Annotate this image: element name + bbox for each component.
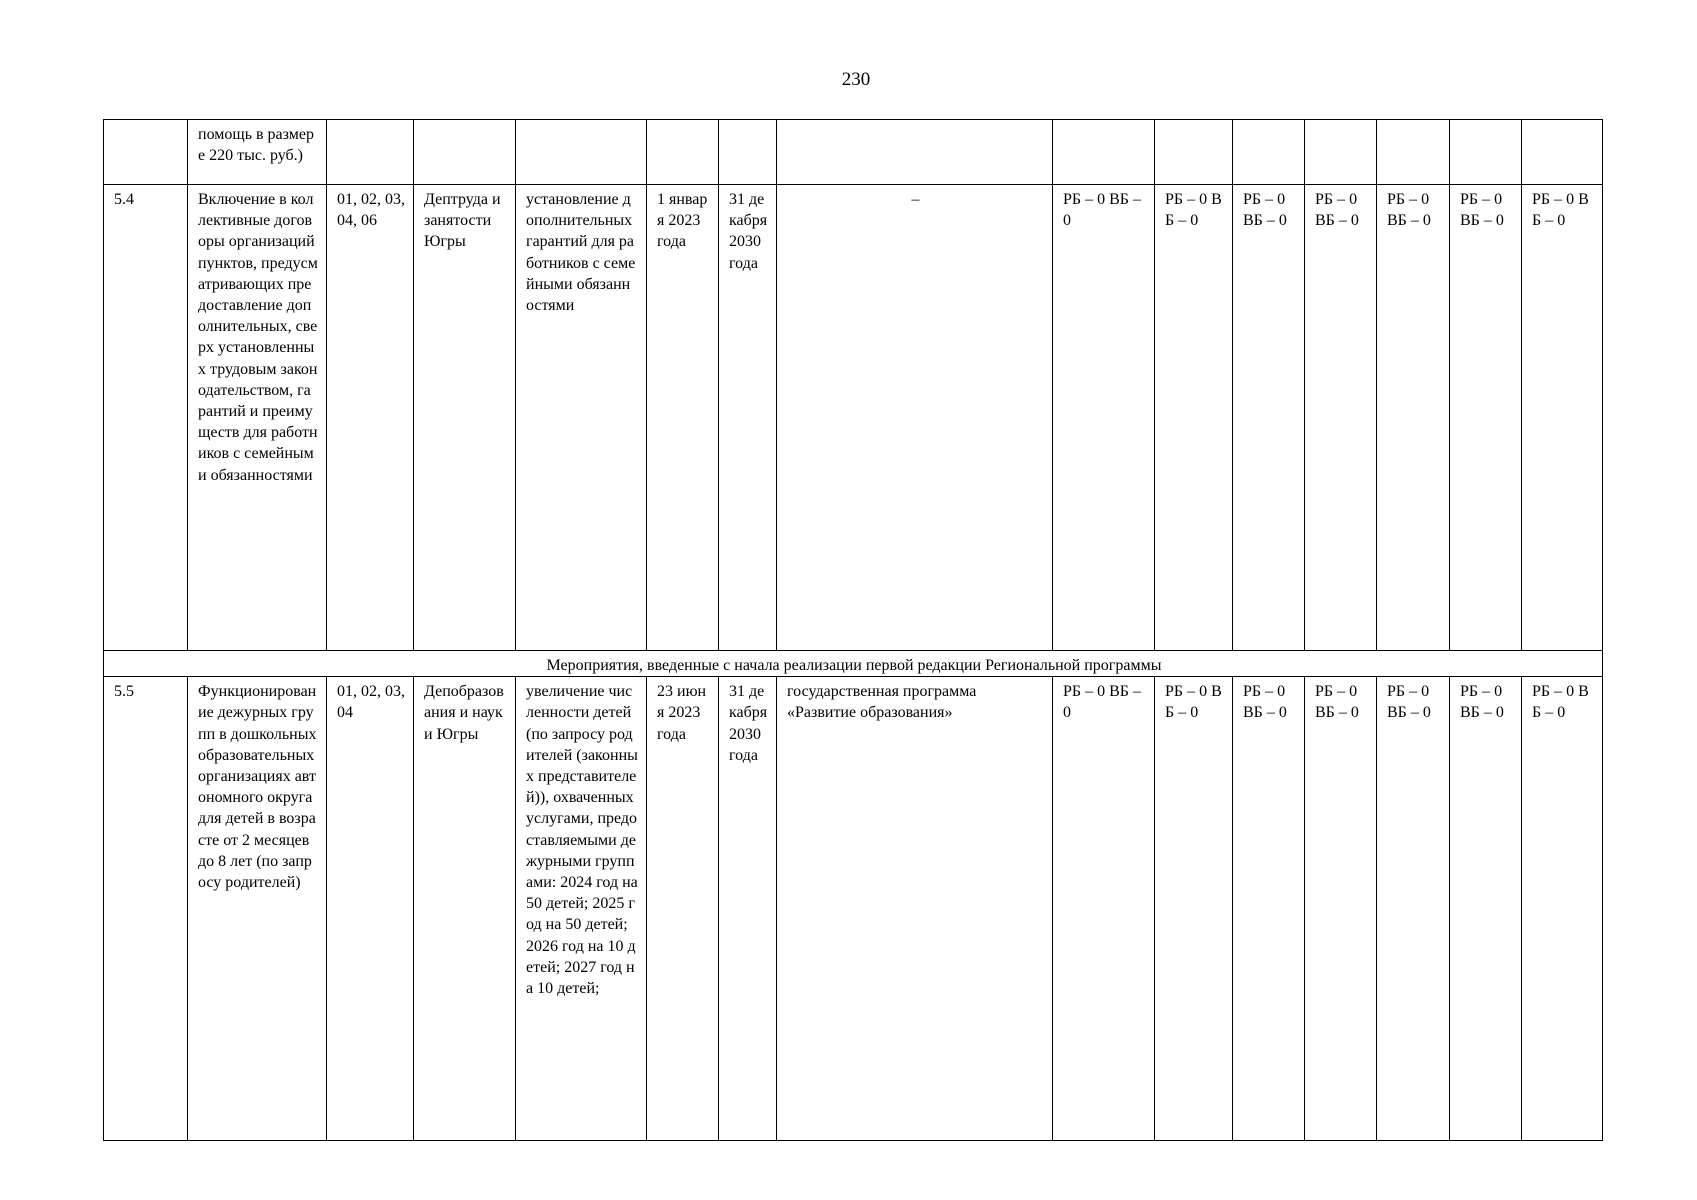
cell-name: помощь в размере 220 тыс. руб.): [188, 120, 327, 185]
cell-finance: РБ – 0 ВБ – 0: [1377, 185, 1450, 651]
cell-program: –: [777, 185, 1053, 651]
cell-start-date: 1 января 2023 года: [647, 185, 719, 651]
cell-municipalities: 01, 02, 03, 04, 06: [327, 185, 414, 651]
cell-finance: РБ – 0 ВБ – 0: [1053, 185, 1155, 651]
cell-end-date: 31 декабря 2030 года: [719, 185, 777, 651]
cell-num: 5.4: [104, 185, 188, 651]
cell-finance: РБ – 0 ВБ – 0: [1522, 185, 1603, 651]
cell-num: [104, 120, 188, 185]
cell-executor: Дептруда и занятости Югры: [414, 185, 516, 651]
cell-program: государственная программа «Развитие образования»: [777, 677, 1053, 1141]
cell-result: установление дополнительных гарантий для работников с семейными обязанностями: [516, 185, 647, 651]
cell-name: Функционирование дежурных групп в дошкольных образовательных организациях автономного округа для детей в возрасте от 2 месяцев до 8 лет (по запросу родителей): [188, 677, 327, 1141]
cell-finance: РБ – 0 ВБ – 0: [1053, 677, 1155, 1141]
cell-finance: РБ – 0 ВБ – 0: [1377, 677, 1450, 1141]
cell-finance: РБ – 0 ВБ – 0: [1305, 677, 1377, 1141]
table-row: [104, 185, 1603, 651]
table-row: [104, 677, 1603, 1141]
cell-finance: РБ – 0 ВБ – 0: [1522, 677, 1603, 1141]
cell-finance: РБ – 0 ВБ – 0: [1155, 677, 1233, 1141]
measures-table: [103, 119, 1603, 1141]
section-title: Мероприятия, введенные с начала реализации первой редакции Региональной программы: [104, 651, 1603, 677]
table-row-continuation: [104, 120, 1603, 185]
cell-name: Включение в коллективные договоры организаций пунктов, предусматривающих предоставление дополнительных, сверх установленных трудовым законодательством, гарантий и преимуществ для работников с семейными обязанностями: [188, 185, 327, 651]
cell-finance: РБ – 0 ВБ – 0: [1450, 677, 1522, 1141]
cell-finance: РБ – 0 ВБ – 0: [1155, 185, 1233, 651]
cell-finance: РБ – 0 ВБ – 0: [1450, 185, 1522, 651]
cell-num: 5.5: [104, 677, 188, 1141]
cell-finance: РБ – 0 ВБ – 0: [1233, 185, 1305, 651]
cell-finance: РБ – 0 ВБ – 0: [1305, 185, 1377, 651]
cell-executor: Депобразования и науки Югры: [414, 677, 516, 1141]
section-header-row: [104, 651, 1603, 677]
cell-end-date: 31 декабря 2030 года: [719, 677, 777, 1141]
cell-start-date: 23 июня 2023 года: [647, 677, 719, 1141]
page-number: 230: [841, 69, 871, 90]
cell-municipalities: 01, 02, 03, 04: [327, 677, 414, 1141]
cell-result: увеличение численности детей (по запросу родителей (законных представителей)), охваченных услугами, предоставляемыми дежурными группами: 2024 год на 50 детей; 2025 год на 50 детей; 2026 год на 10 детей; 2027 год на 10 детей;: [516, 677, 647, 1141]
cell-finance: РБ – 0 ВБ – 0: [1233, 677, 1305, 1141]
